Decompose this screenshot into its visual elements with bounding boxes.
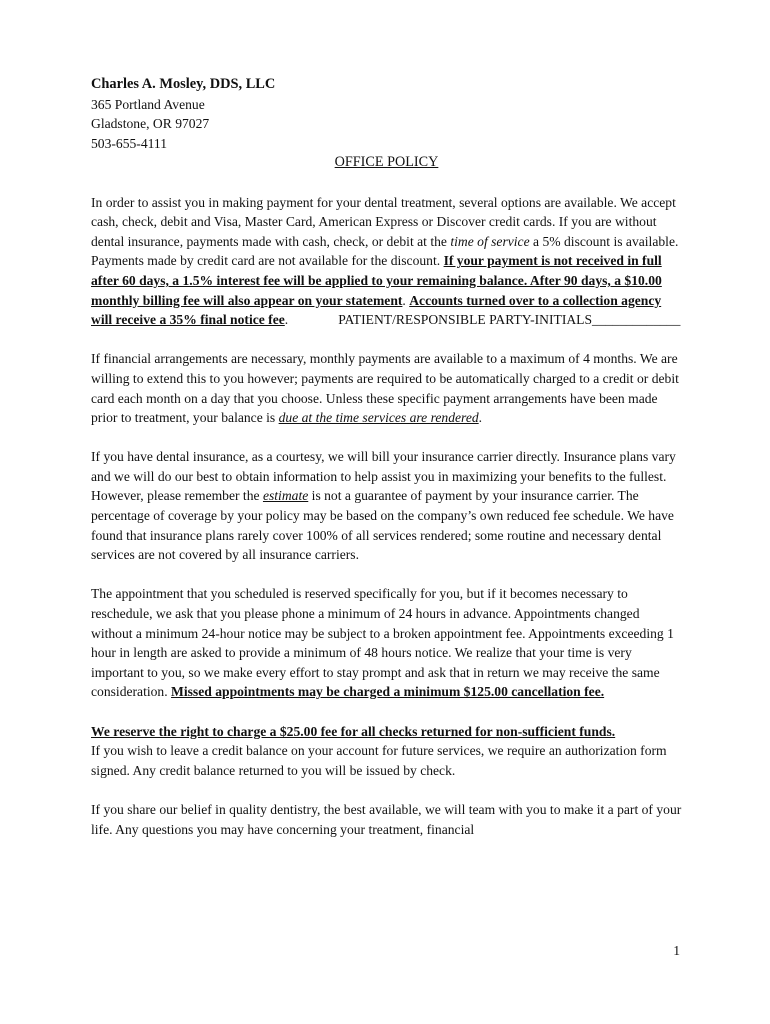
arrangements-end: . xyxy=(478,410,483,426)
arrangements-text: If financial arrangements are necessary, monthly payments are available to a maximum of 4 months. We are willing to extend this to you however; payments are required to be automatically charged to a credit or debit card each month on a day that you choose. Unless these specific payment arrangements have been made prior to treatment, your balance is xyxy=(91,351,679,426)
nsf-fee-notice: We reserve the right to charge a $25.00 fee for all checks returned for non-sufficient funds. xyxy=(91,723,616,739)
period-text: . xyxy=(284,312,289,328)
appointments-text: The appointment that you scheduled is reserved specifically for you, but if it becomes necessary to reschedule, we ask that you please phone a minimum of 24 hours in advance. Appointments changed without a minimum 24-hour notice may be subject to a broken appointment fee. Appointments exceeding 1 hour in length are asked to provide a minimum of 48 hours notice. We realize that your time is very important to you, so we make every effort to stay prompt and ask that in return we may receive the same consideration. xyxy=(91,586,674,700)
practice-city: Gladstone, OR 97027 xyxy=(91,116,210,132)
closing-paragraph: If you share our belief in quality dentistry, the best available, we will team with you to make it a part of your life. Any questions you may have concerning your treatment, financial xyxy=(91,801,682,837)
page-title: OFFICE POLICY xyxy=(334,154,439,171)
interest-fee-notice: If your payment is not received in full after 60 days, a 1.5% interest fee will be applied to your remaining balance. After 90 days, a $10.00 monthly billing fee will also appear on your statement xyxy=(91,253,662,308)
practice-phone: 503-655-4111 xyxy=(91,135,168,151)
due-at-time-emphasis: due at the time services are rendered xyxy=(278,410,479,426)
appointments-paragraph xyxy=(91,584,682,702)
returned-checks-paragraph xyxy=(91,722,682,781)
insurance-paragraph xyxy=(91,447,682,565)
separator-text: . xyxy=(402,292,410,308)
cancellation-fee-notice: Missed appointments may be charged a minimum $125.00 cancellation fee. xyxy=(171,684,605,700)
insurance-text-end: is not a guarantee of payment by your insurance carrier. The percentage of coverage by your policy may be based on the company’s own reduced fee schedule. We have found that insurance plans rarely cover 100% of all services rendered; some routine and necessary dental services are not covered by all insurance carriers. xyxy=(91,488,674,563)
insurance-text: If you have dental insurance, as a courtesy, we will bill your insurance carrier directly. Insurance plans vary and we will do our best to obtain information to help assist you in maximizing your benefits to the fullest. However, please remember the xyxy=(91,449,676,504)
credit-balance-text: If you wish to leave a credit balance on your account for future services, we require an authorization form signed. Any credit balance returned to you will be issued by check. xyxy=(91,743,667,778)
page-number: 1 xyxy=(673,943,680,958)
financial-arrangements-paragraph xyxy=(91,349,682,427)
time-of-service-emphasis: time of service xyxy=(450,233,530,249)
practice-street: 365 Portland Avenue xyxy=(91,96,205,112)
letterhead xyxy=(91,75,682,153)
practice-name: Charles A. Mosley, DDS, LLC xyxy=(91,76,276,92)
initials-line: PATIENT/RESPONSIBLE PARTY-INITIALS_____________ xyxy=(338,312,681,328)
payment-text: In order to assist you in making payment for your dental treatment, several options are available. We accept cash, check, debit and Visa, Master Card, American Express or Discover credit cards. If you are without dental insurance, payments made with cash, check, or debit at the xyxy=(91,194,676,249)
discount-text: a 5% discount is available. Payments made by credit card are not available for the discount. xyxy=(91,233,679,269)
estimate-emphasis: estimate xyxy=(262,488,309,504)
payment-options-paragraph xyxy=(91,193,682,330)
collection-fee-notice: Accounts turned over to a collection agency will receive a 35% final notice fee xyxy=(91,292,662,328)
